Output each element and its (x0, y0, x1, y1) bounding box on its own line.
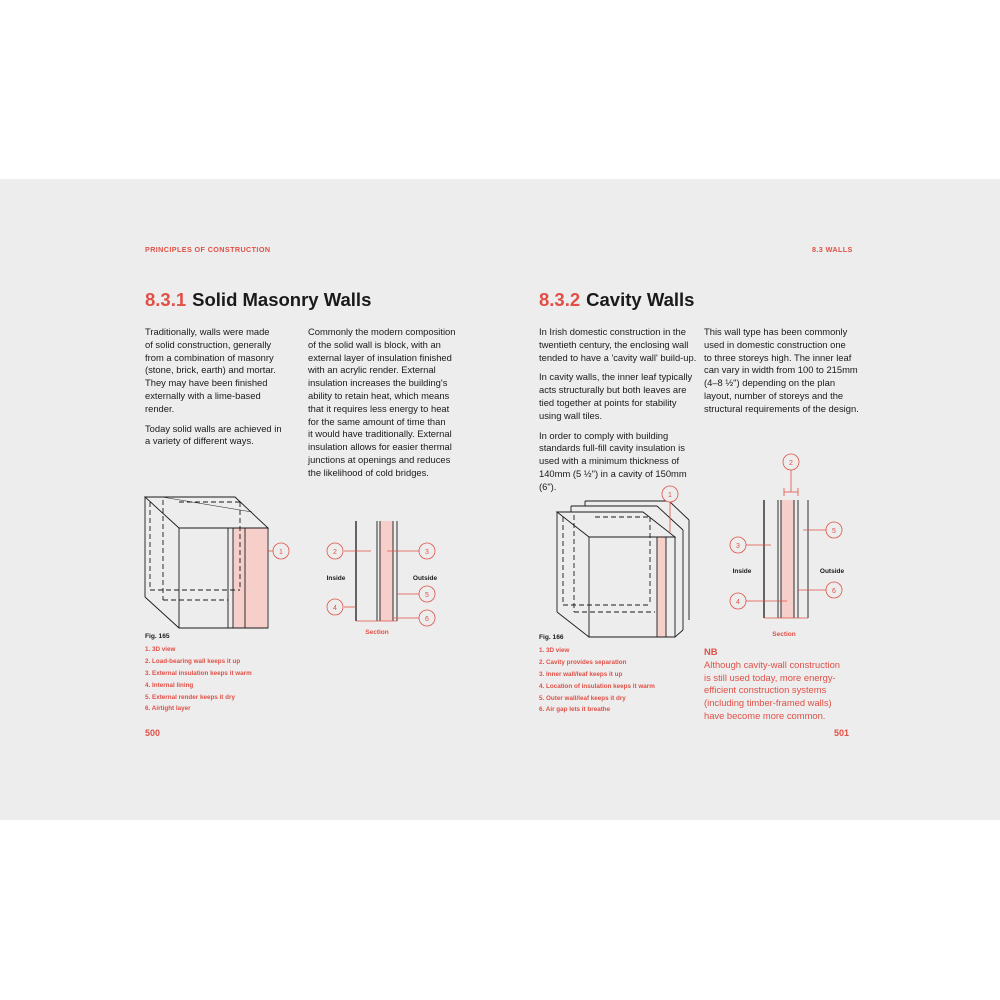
inside-label: Inside (326, 575, 346, 582)
callout-label: 1 (668, 492, 672, 499)
paragraph: In order to comply with building standards full-fill cavity insulation is used with a minimum thickness of 140mm (5 ½") in a cavity of 150mm (6"). (539, 429, 687, 492)
paragraph: Today solid walls are achieved in a variety of different ways. (145, 422, 282, 447)
callout-label: 4 (333, 605, 337, 612)
legend-item: 3. Inner wall/leaf keeps it up (539, 670, 623, 678)
callout-1 (662, 486, 678, 532)
callout-label: 5 (425, 592, 429, 599)
diagram-3d-solid-wall (145, 497, 268, 628)
callout-label: 2 (789, 460, 793, 467)
paragraph: In cavity walls, the inner leaf typically acts structurally but both leaves are tied together at points for stability using wall tiles. (539, 371, 693, 421)
legend-item: 1. 3D view (539, 646, 570, 654)
running-head-right: 8.3 WALLS (812, 245, 853, 254)
paragraph: In Irish domestic construction in the twentieth century, the enclosing wall tended to have a 'cavity wall' build-up. (539, 326, 697, 363)
outside-label: Outside (819, 568, 845, 575)
page-number-left: 500 (145, 728, 161, 738)
figure-title: Fig. 165 (145, 633, 170, 640)
legend-item: 4. Location of insulation keeps it warm (539, 682, 655, 690)
legend-item: 1. 3D view (145, 645, 176, 653)
paragraph: This wall type has been commonly used in domestic construction one to three storeys high. The inner leaf can vary in width from 100 to 215mm (4–8 ½") depending on the plan layout, number of storeys and the structural requirements of the design. (704, 326, 859, 414)
nb-text: Although cavity-wall construction is still used today, more energy- efficient construction systems (including timber-framed walls) have become more common. (704, 658, 841, 721)
diagram-section-solid-wall (327, 521, 438, 636)
legend-item: 6. Air gap lets it breathe (539, 706, 611, 714)
diagram-3d-cavity-wall (557, 501, 689, 637)
section-title: Solid Masonry Walls (192, 289, 372, 310)
legend-item: 2. Cavity provides separation (539, 658, 627, 666)
figure-title: Fig. 166 (539, 634, 564, 641)
callout-label: 5 (832, 528, 836, 535)
legend-item: 4. Internal lining (145, 681, 194, 689)
running-head-left: PRINCIPLES OF CONSTRUCTION (145, 245, 271, 254)
callout-label: 1 (279, 549, 283, 556)
section-title: Cavity Walls (586, 289, 695, 310)
legend-item: 5. Outer wall/leaf keeps it dry (539, 694, 626, 702)
inside-label: Inside (732, 568, 752, 575)
paragraph: Traditionally, walls were made of solid construction, generally from a combination of masonry (stone, brick, earth) and mortar. They may have been finished externally with a lime-based render. (145, 326, 276, 414)
legend-item: 6. Airtight layer (145, 705, 191, 713)
legend-item: 2. Load-bearing wall keeps it up (145, 657, 241, 665)
section-label: Section (365, 629, 389, 636)
page-number-right: 501 (834, 728, 850, 738)
callout-label: 2 (333, 549, 337, 556)
callout-label: 3 (736, 543, 740, 550)
callout-1 (268, 543, 289, 559)
outside-label: Outside (412, 575, 438, 582)
callout-label: 6 (425, 616, 429, 623)
callout-label: 3 (425, 549, 429, 556)
section-number: 8.3.2 (539, 289, 581, 310)
legend-item: 3. External insulation keeps it warm (145, 669, 252, 677)
paragraph: Commonly the modern composition of the solid wall is block, with an external layer of insulation finished with an acrylic render. External insulation increases the building's ability to retain heat, which means that it requires less energy to heat for the same amount of time than it would have traditionally. External insulation allows for easier thermal junctions at openings and reduces the likelihood of cold bridges. (308, 326, 456, 478)
nb-title: NB (704, 646, 718, 657)
section-number: 8.3.1 (145, 289, 187, 310)
legend-item: 5. External render keeps it dry (145, 693, 235, 701)
callout-label: 4 (736, 599, 740, 606)
callout-label: 6 (832, 588, 836, 595)
section-label: Section (772, 631, 796, 638)
diagram-section-cavity-wall (730, 454, 844, 638)
